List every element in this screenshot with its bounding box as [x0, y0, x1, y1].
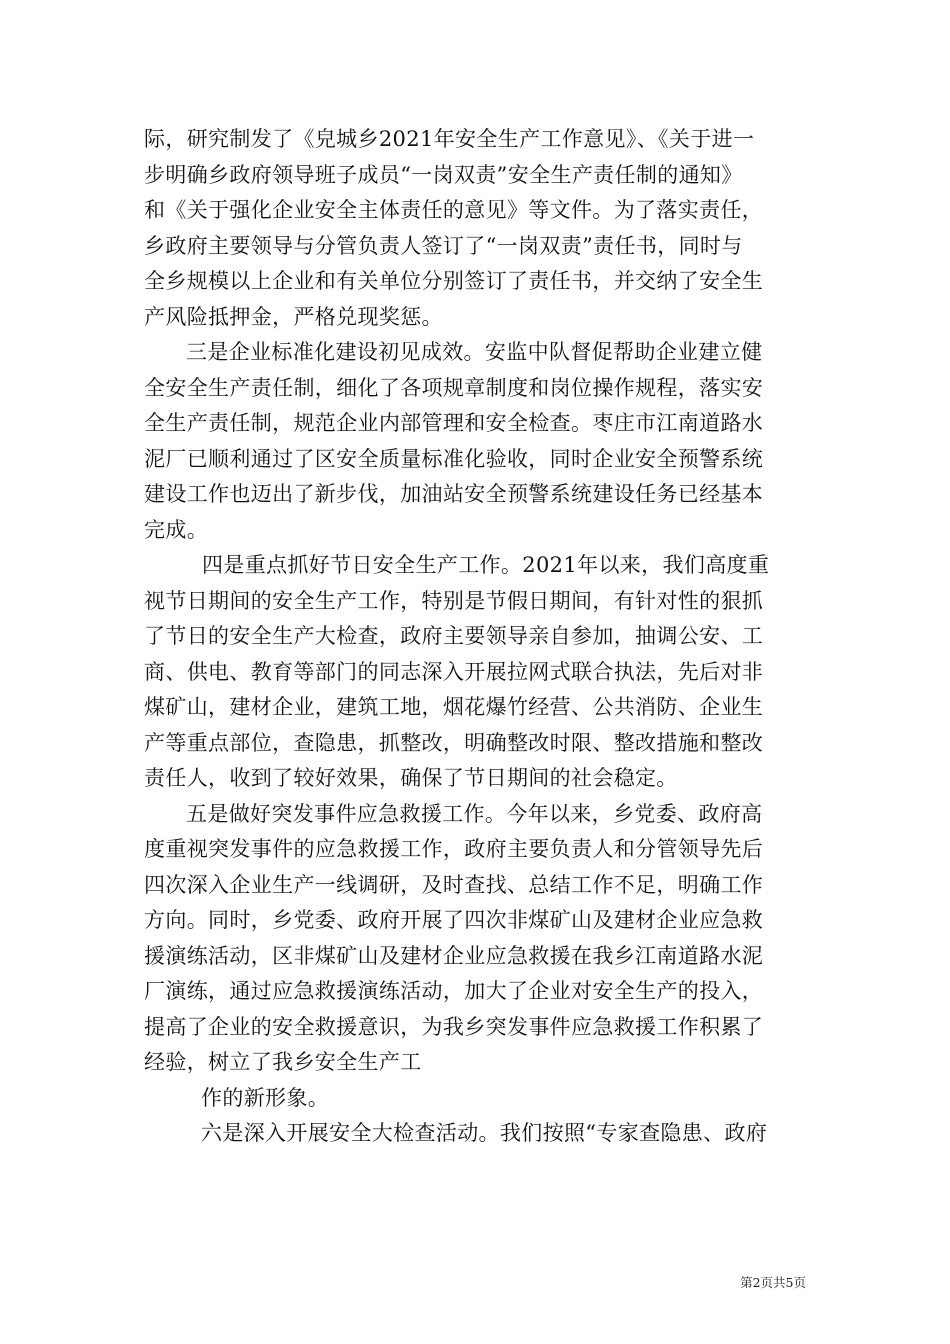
- text-line: 厂演练，通过应急救援演练活动，加大了企业对安全生产的投入，: [144, 979, 764, 1003]
- text-line: 视节日期间的安全生产工作，特别是节假日期间，有针对性的狠抓: [144, 588, 764, 613]
- text-line: 全安全生产责任制，细化了各项规章制度和岗位操作规程，落实安: [144, 375, 764, 400]
- paragraph-start-line: 四是重点抓好节日安全生产工作。2021年以来，我们高度重: [202, 553, 770, 577]
- text-line: 建设工作也迈出了新步伐，加油站安全预警系统建设任务已经基本: [144, 482, 764, 506]
- text-line: 了节日的安全生产大检查，政府主要领导亲自参加，抽调公安、工: [144, 624, 764, 648]
- text-line: 度重视突发事件的应急救援工作，政府主要负责人和分管领导先后: [144, 837, 764, 861]
- paragraph-start-line: 五是做好突发事件应急救援工作。今年以来，乡党委、政府高: [186, 801, 763, 826]
- text-line: 产等重点部位，查隐患，抓整改，明确整改时限、整改措施和整改: [144, 730, 764, 755]
- paragraph-start-line: 三是企业标准化建设初见成效。安监中队督促帮助企业建立健: [186, 340, 763, 364]
- continuation-line: 作的新形象。: [201, 1085, 330, 1110]
- text-line: 责任人，收到了较好效果，确保了节日期间的社会稳定。: [144, 766, 678, 790]
- text-line: 援演练活动，区非煤矿山及建材企业应急救援在我乡江南道路水泥: [144, 943, 764, 968]
- text-line: 煤矿山，建材企业，建筑工地，烟花爆竹经营、公共消防、企业生: [144, 695, 764, 719]
- text-line: 经验，树立了我乡安全生产工: [144, 1050, 422, 1074]
- text-line: 完成。: [144, 517, 209, 542]
- text-line: 方向。同时，乡党委、政府开展了四次非煤矿山及建材企业应急救: [144, 908, 764, 932]
- paragraph-start-line: 六是深入开展安全大检查活动。我们按照“专家查隐患、政府: [201, 1121, 768, 1145]
- text-line: 全生产责任制，规范企业内部管理和安全检查。枣庄市江南道路水: [144, 411, 764, 435]
- text-line: 步明确乡政府领导班子成员“一岗双责”安全生产责任制的通知》: [144, 162, 743, 187]
- page-number: 第2页共5页: [740, 1275, 806, 1290]
- text-line: 产风险抵押金，严格兑现奖惩。: [144, 304, 443, 329]
- text-line: 泥厂已顺利通过了区安全质量标准化验收，同时企业安全预警系统: [144, 446, 764, 471]
- text-line: 际，研究制发了《皃城乡2021年安全生产工作意见》、《关于进一: [144, 127, 755, 151]
- text-line: 四次深入企业生产一线调研，及时查找、总结工作不足，明确工作: [144, 872, 764, 897]
- text-line: 全乡规模以上企业和有关单位分别签订了责任书，并交纳了安全生: [144, 269, 764, 293]
- text-line: 提高了企业的安全救援意识，为我乡突发事件应急救援工作积累了: [144, 1014, 764, 1039]
- text-line: 乡政府主要领导与分管负责人签订了“一岗双责”责任书，同时与: [144, 233, 743, 258]
- body-text: [144, 122, 812, 1152]
- text-line: 商、供电、教育等部门的同志深入开展拉网式联合执法，先后对非: [144, 659, 764, 684]
- text-line: 和《关于强化企业安全主体责任的意见》等文件。为了落实责任，: [144, 198, 764, 222]
